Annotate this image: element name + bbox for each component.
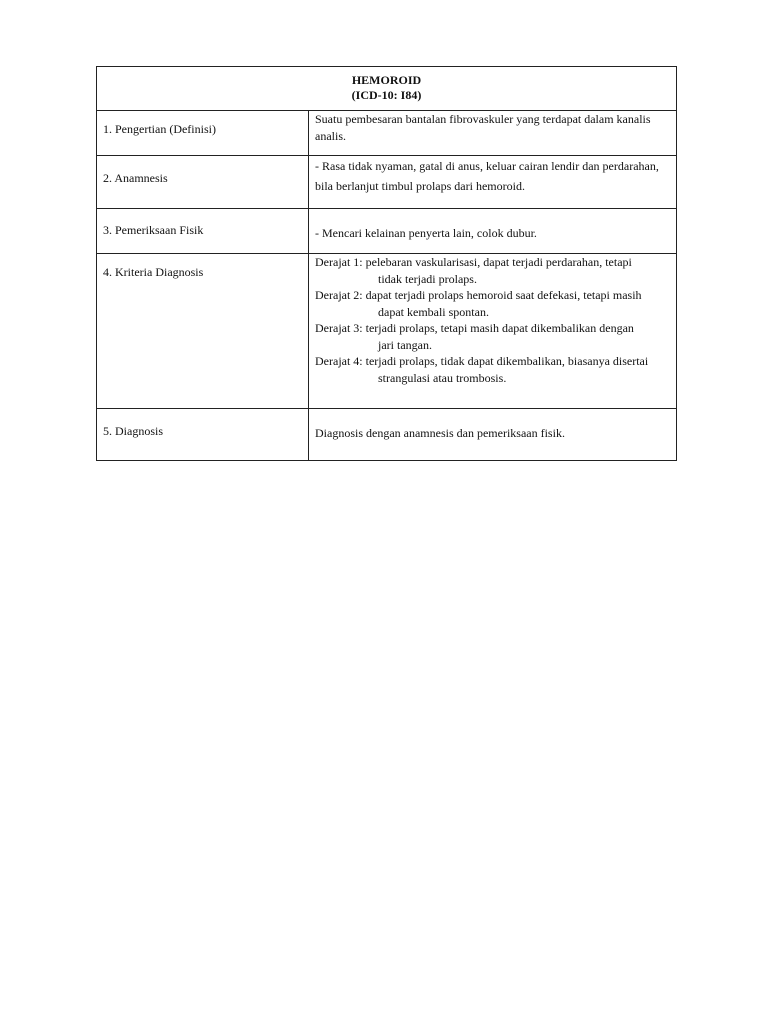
table-row xyxy=(97,409,677,461)
row-label-cell xyxy=(97,254,309,409)
diagnosis-grade-2 xyxy=(315,287,670,320)
document-title: HEMOROID xyxy=(351,73,422,87)
diagnosis-grade-4 xyxy=(315,353,670,386)
row-label: 5. Diagnosis xyxy=(103,424,163,438)
row-value-cell xyxy=(309,209,677,254)
row-label: 1. Pengertian (Definisi) xyxy=(103,122,216,136)
row-value: Suatu pembesaran bantalan fibrovaskuler yang terdapat dalam kanalis analis. xyxy=(315,112,651,143)
grade-description: Derajat 2: dapat terjadi prolaps hemoroid saat defekasi, tetapi masih xyxy=(315,288,642,302)
table-header-row xyxy=(97,67,677,111)
row-value-cell xyxy=(309,254,677,409)
table-row xyxy=(97,254,677,409)
row-label: 4. Kriteria Diagnosis xyxy=(103,265,204,279)
row-label: 3. Pemeriksaan Fisik xyxy=(103,223,204,237)
row-label: 2. Anamnesis xyxy=(103,171,168,185)
grade-description-continued: strangulasi atau trombosis. xyxy=(378,370,507,385)
grade-description: Derajat 4: terjadi prolaps, tidak dapat dikembalikan, biasanya disertai xyxy=(315,354,649,368)
guideline-table xyxy=(96,66,677,461)
grade-description: Derajat 3: terjadi prolaps, tetapi masih dapat dikembalikan dengan xyxy=(315,321,634,335)
row-value-cell xyxy=(309,409,677,461)
table-row xyxy=(97,111,677,156)
table-row xyxy=(97,156,677,209)
row-value-cell xyxy=(309,156,677,209)
table-row xyxy=(97,209,677,254)
row-label-cell xyxy=(97,111,309,156)
row-label-cell xyxy=(97,409,309,461)
grade-description-continued: dapat kembali spontan. xyxy=(378,304,489,319)
row-value: - Rasa tidak nyaman, gatal di anus, keluar cairan lendir dan perdarahan, bila berlanjut timbul prolaps dari hemoroid. xyxy=(315,159,659,193)
table-title-cell xyxy=(97,67,677,111)
diagnosis-grade-1 xyxy=(315,254,670,287)
grade-description: Derajat 1: pelebaran vaskularisasi, dapat terjadi perdarahan, tetapi xyxy=(315,255,632,269)
row-label-cell xyxy=(97,209,309,254)
grade-description-continued: jari tangan. xyxy=(378,337,432,352)
document-subtitle: (ICD-10: I84) xyxy=(351,88,422,102)
row-label-cell xyxy=(97,156,309,209)
row-value-cell xyxy=(309,111,677,156)
row-value: Diagnosis dengan anamnesis dan pemeriksaan fisik. xyxy=(315,426,565,440)
grade-description-continued: tidak terjadi prolaps. xyxy=(378,271,477,286)
row-value: - Mencari kelainan penyerta lain, colok dubur. xyxy=(315,226,537,240)
diagnosis-grade-3 xyxy=(315,320,670,353)
